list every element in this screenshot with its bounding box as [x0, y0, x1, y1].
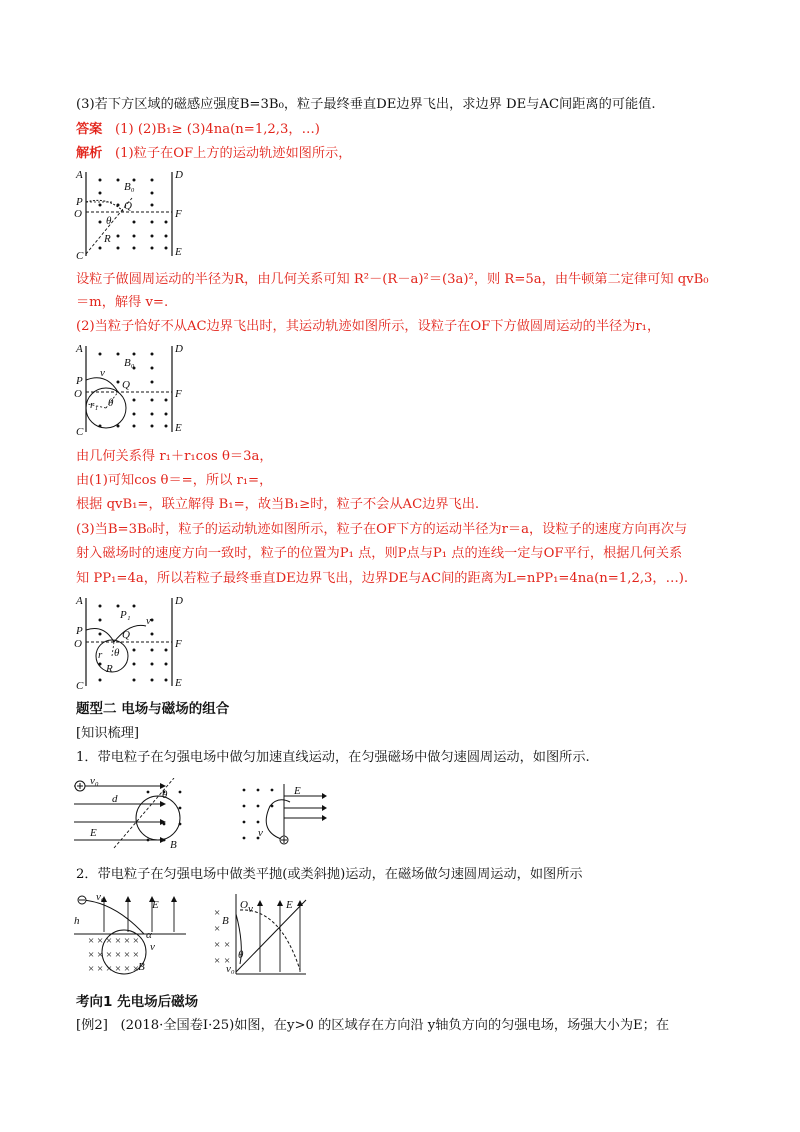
fig4-label-E: E [90, 827, 97, 839]
figure-e-then-b-2 [238, 782, 328, 848]
analysis-part3-line2: 射入磁场时的速度方向一致时，粒子的位置为P₁ 点，则P点与P₁ 点的连线一定与OF平行，根据几何关系 [76, 546, 683, 561]
fig5-label-v: v [258, 827, 263, 839]
svg-text:× × × × × ×: × × × × × × [88, 963, 139, 975]
svg-text:×: × [214, 923, 221, 935]
fig3-label-A: A [76, 595, 83, 607]
figure-e-then-b-4 [210, 894, 310, 978]
fig3-label-r: r [98, 649, 103, 661]
fig3-label-E: E [175, 677, 182, 689]
fig3-label-Q: Q [122, 629, 130, 641]
svg-text:× × × × × ×: × × × × × × [88, 949, 139, 961]
fig2-label-O: O [74, 388, 82, 400]
fig2-label-C: C [76, 426, 84, 436]
example-row [76, 1017, 740, 1035]
fig2-label-r1: r₁ [90, 399, 99, 411]
fig3-label-F: F [175, 638, 182, 650]
fig1-label-B0: B₀ [124, 181, 135, 193]
fig4-label-d: d [112, 793, 118, 805]
fig3-label-P: P [76, 625, 83, 637]
knowledge-item-2: 2．带电粒子在匀强电场中做类平抛(或类斜抛)运动，在磁场做匀速圆周运动，如图所示 [76, 867, 583, 882]
subsection-title: 考向1 先电场后磁场 [76, 994, 199, 1010]
analysis-part3-line1: (3)当B=3B₀时，粒子的运动轨迹如图所示，粒子在OF下方的运动半径为r＝a，设粒子的速度方向再次与 [76, 522, 688, 537]
analysis-part3-line3: 知 PP₁=4a，所以若粒子最终垂直DE边界飞出，边界DE与AC间的距离为L=nPP₁=4na(n=1,2,3，…). [76, 571, 689, 586]
fig1-label-E: E [175, 246, 182, 258]
fig1-label-O: O [74, 208, 82, 220]
fig2-label-P: P [76, 375, 83, 387]
knowledge-tag: [知识梳理] [76, 726, 140, 741]
fig7-label-O: O [240, 899, 248, 911]
fig3-label-theta: θ [114, 647, 120, 659]
fig1-label-Q: Q [124, 200, 132, 212]
section-title: 题型二 电场与磁场的组合 [76, 701, 230, 717]
fig7-label-B: B [222, 915, 229, 927]
answer-label: 答案 [76, 122, 103, 137]
figure-trajectory-2 [74, 342, 186, 436]
svg-text:×: × [224, 939, 231, 951]
analysis-part1-intro: (1)粒子在OF上方的运动轨迹如图所示， [114, 146, 352, 161]
analysis-part2-line4: 根据 qvB₁=，联立解得 B₁=，故当B₁≥时，粒子不会从AC边界飞出. [76, 497, 480, 512]
fig3-label-v: v [146, 615, 151, 627]
fig3-label-R: R [106, 663, 113, 675]
answer-text: (1) (2)B₁≥ (3)4na(n=1,2,3，…) [114, 122, 320, 137]
answer-row [76, 121, 740, 139]
fig6-label-v: v [150, 941, 155, 953]
fig2-label-B0: B₀ [124, 357, 135, 369]
fig6-label-h: h [74, 915, 80, 927]
question-3: (3)若下方区域的磁感应强度B=3B₀，粒子最终垂直DE边界飞出，求边界 DE与AC间距离的可能值. [76, 97, 656, 112]
analysis-label: 解析 [76, 146, 103, 161]
fig1-label-A: A [76, 169, 83, 181]
fig6-label-B: B [138, 961, 145, 973]
figure-e-then-b-1 [74, 778, 194, 850]
fig2-label-A: A [76, 343, 83, 355]
example-label: [例2] [76, 1018, 108, 1033]
fig3-label-P1: P₁ [120, 609, 131, 621]
fig1-label-F: F [175, 208, 182, 220]
fig1-label-theta: θ [106, 215, 112, 227]
figure-trajectory-3 [74, 594, 186, 690]
analysis-part2-line2: 由几何关系得 r₁＋r₁cos θ＝3a， [76, 449, 273, 464]
fig2-label-F: F [175, 388, 182, 400]
analysis-part2-line3: 由(1)可知cos θ＝=，所以 r₁=， [76, 473, 273, 488]
svg-text:×: × [224, 955, 231, 967]
fig4-label-B: B [170, 839, 177, 850]
fig2-label-v: v [100, 367, 105, 379]
analysis-part2-line1: (2)当粒子恰好不从AC边界飞出时，其运动轨迹如图所示，设粒子在OF下方做圆周运动的半径为r₁， [76, 319, 661, 334]
fig7-label-v: v [248, 903, 253, 915]
fig1-label-D: D [175, 169, 183, 181]
svg-text:×: × [214, 939, 221, 951]
fig7-label-E: E [286, 899, 293, 911]
fig2-label-Q: Q [122, 379, 130, 391]
fig1-label-C: C [76, 250, 84, 260]
knowledge-item-1: 1．带电粒子在匀强电场中做匀加速直线运动，在匀强磁场中做匀速圆周运动，如图所示. [76, 750, 590, 765]
example-text: (2018·全国卷Ⅰ·25)如图，在y>0 的区域存在方向沿 y轴负方向的匀强电场，场强大小为E；在 [120, 1018, 670, 1033]
analysis-row [76, 145, 740, 163]
fig1-label-P: P [76, 196, 83, 208]
fig7-label-v0: v₀ [226, 963, 235, 975]
analysis-part1-line1: 设粒子做圆周运动的半径为R，由几何关系可知 R²－(R－a)²＝(3a)²，则 R=5a，由牛顿第二定律可知 qvB₀ [76, 272, 709, 287]
fig2-label-E: E [175, 422, 182, 434]
fig4-label-theta: θ [162, 789, 168, 801]
fig2-label-theta: θ [108, 397, 114, 409]
fig6-label-v0: v₀ [96, 894, 105, 903]
svg-text:×: × [214, 907, 221, 919]
fig6-label-alpha: α [146, 929, 152, 941]
fig5-label-E: E [294, 785, 301, 797]
fig6-label-E: E [152, 899, 159, 911]
fig7-label-theta: θ [238, 949, 244, 961]
fig3-label-D: D [175, 595, 183, 607]
svg-text:× × × × × ×: × × × × × × [88, 935, 139, 947]
figure-trajectory-1 [74, 168, 186, 260]
fig4-label-v0: v₀ [90, 778, 99, 787]
analysis-part1-line2: ＝m，解得 v=. [76, 295, 169, 310]
fig2-label-D: D [175, 343, 183, 355]
fig3-label-C: C [76, 680, 84, 690]
figure-e-then-b-3 [74, 894, 194, 978]
fig3-label-O: O [74, 638, 82, 650]
fig1-label-R: R [104, 233, 111, 245]
svg-text:×: × [214, 955, 221, 967]
